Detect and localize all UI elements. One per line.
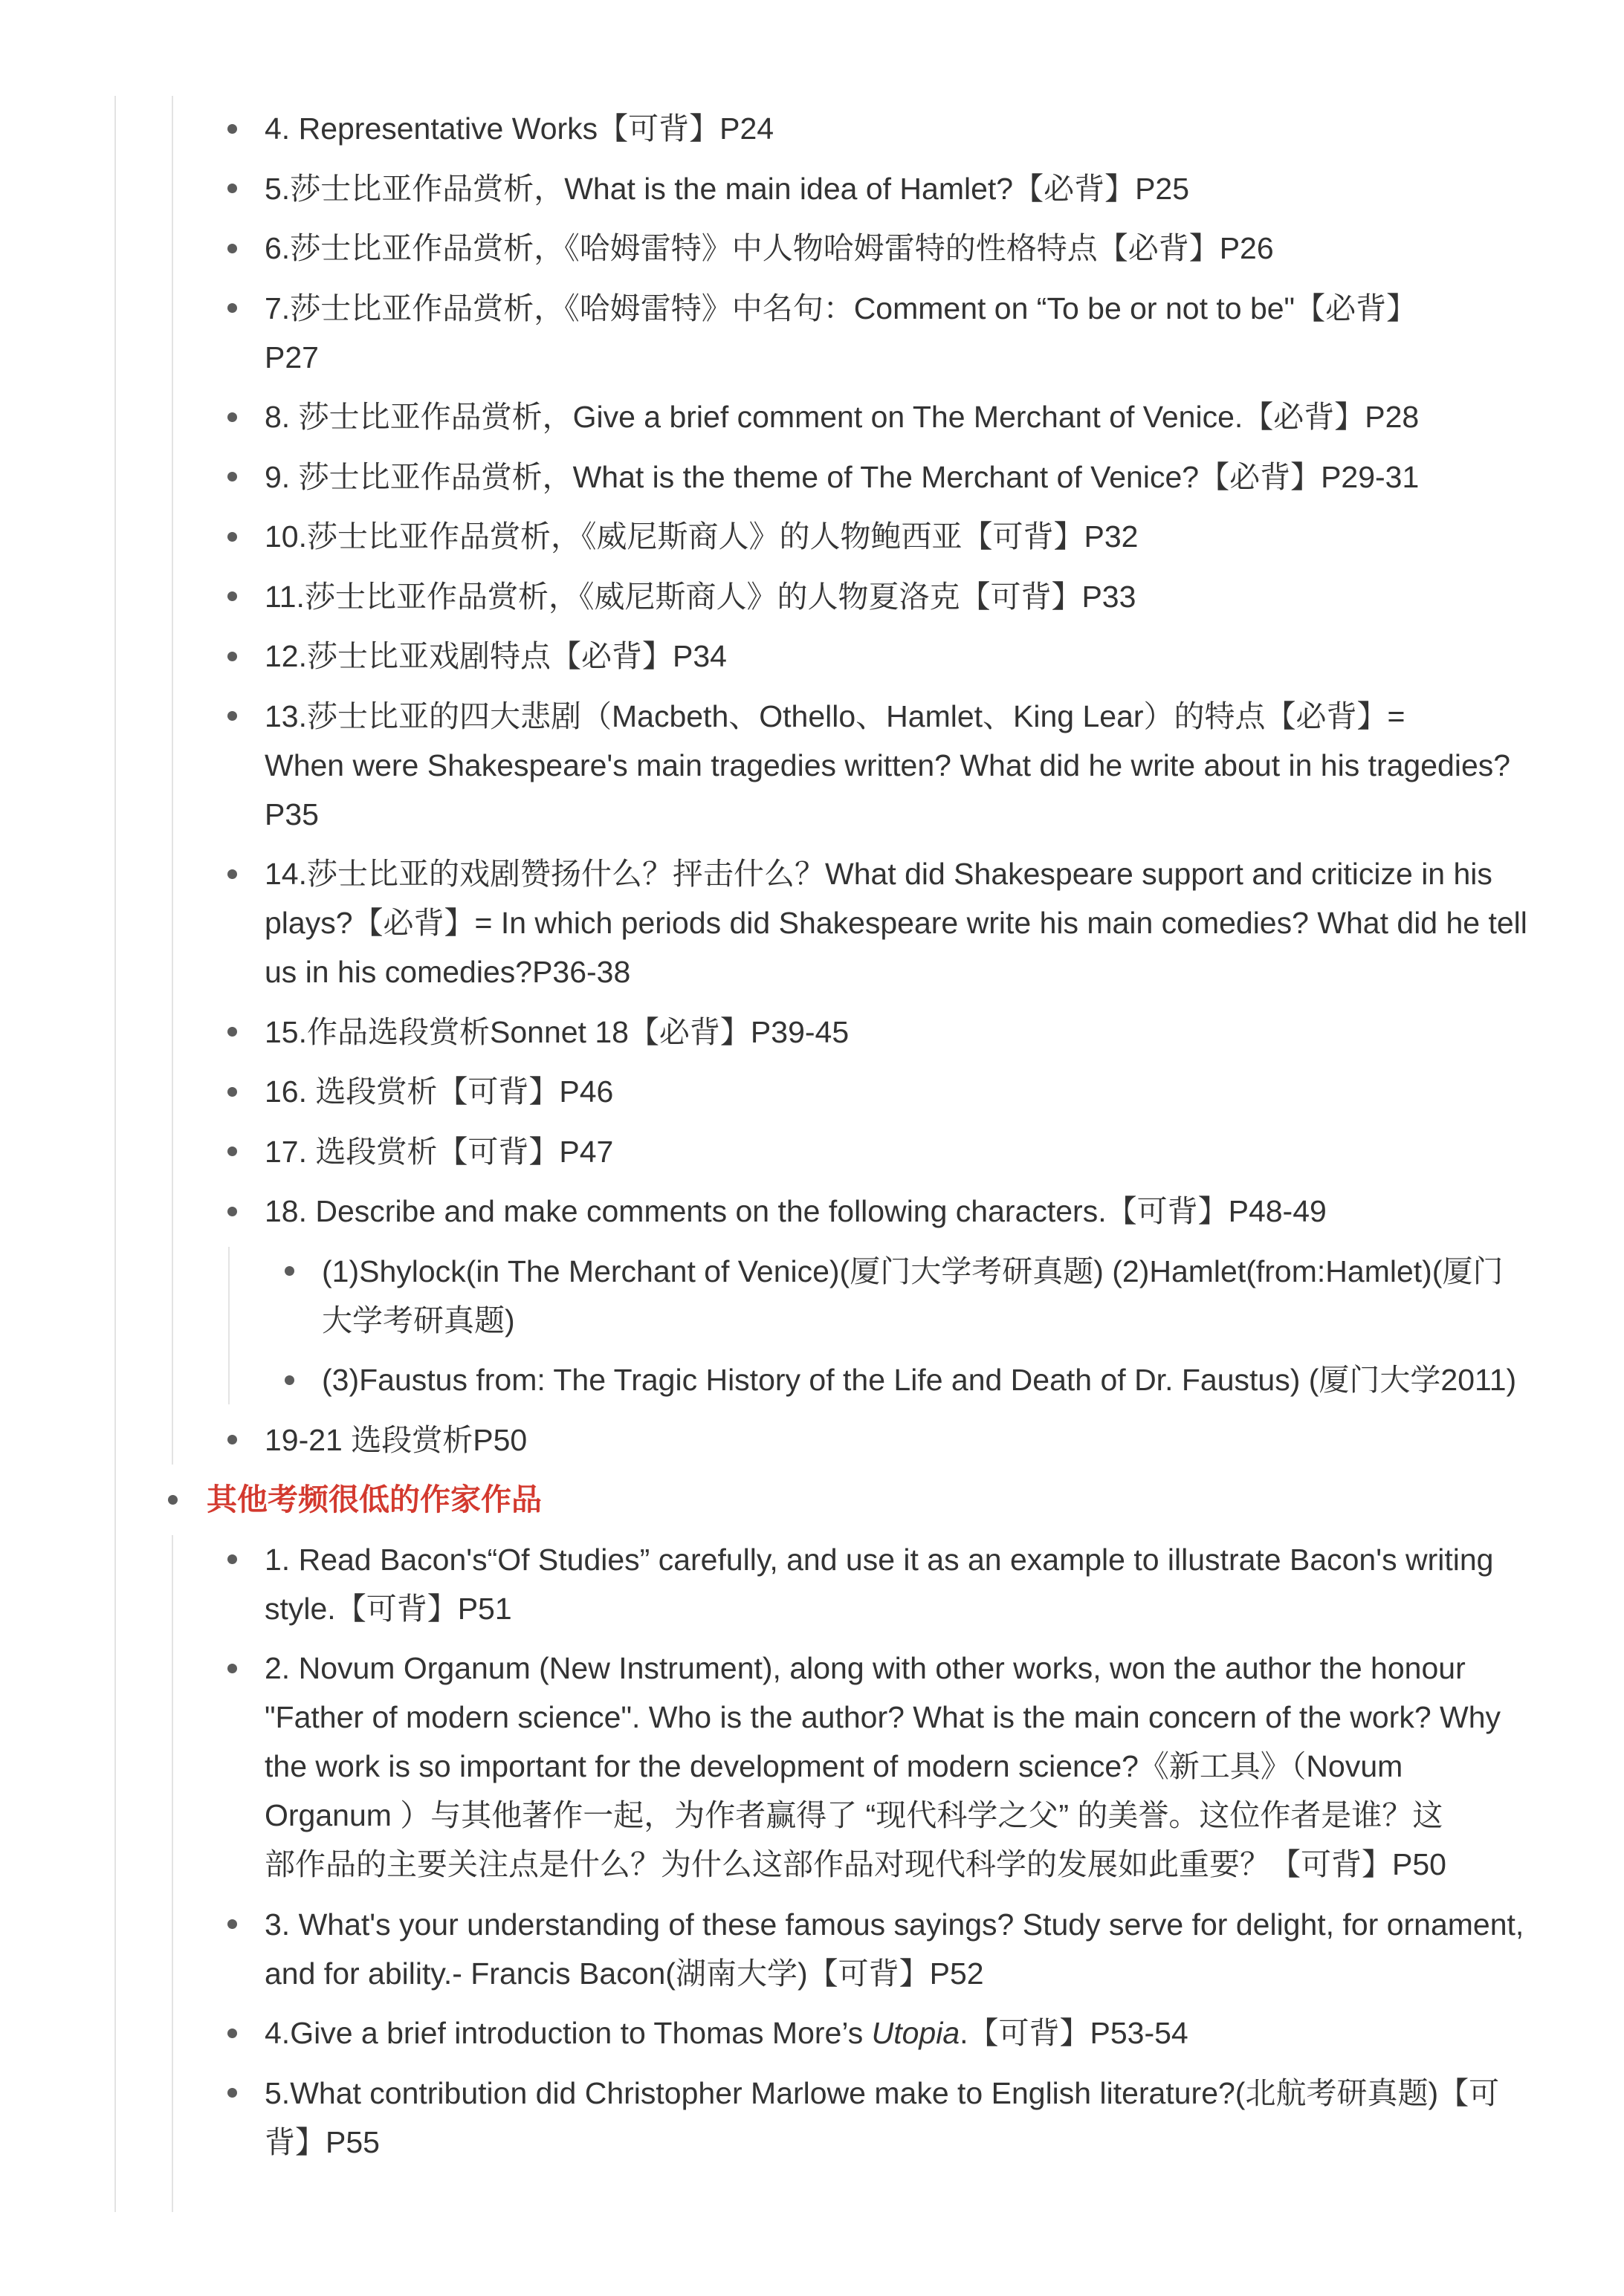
item-text: [265, 104, 1595, 153]
item-text: [265, 1187, 1595, 1236]
item-text-line: 10.莎士比亚作品赏析，《威尼斯商人》的人物鲍西亚【可背】P32: [265, 519, 1139, 554]
item-text-line: 4. Representative Works【可背】P24: [265, 111, 774, 146]
bullet-dot-icon: [227, 1087, 237, 1097]
outline-item-continued: [116, 96, 1601, 1465]
list-item: [173, 1535, 1601, 1633]
item-text-line: 大学考研真题): [322, 1303, 515, 1337]
list-item: [173, 849, 1601, 996]
bullet-dot-icon: [227, 532, 237, 542]
item-text-line: 13.莎士比亚的四大悲剧（Macbeth、Othello、Hamlet、King Lear）的特点【必背】=: [265, 698, 1405, 733]
item-text-line: 19-21 选段赏析P50: [265, 1422, 528, 1457]
item-text-line: [265, 2008, 1595, 2057]
item-text-line: us in his comedies?P36-38: [265, 955, 631, 989]
item-text: [322, 1355, 1596, 1404]
item-text-line: the work is so important for the development of modern science?《新工具》（Novum: [265, 1749, 1403, 1783]
list-item: [230, 1247, 1601, 1345]
list-item: [173, 284, 1601, 382]
bullet-dot-icon: [227, 1207, 237, 1216]
bullet-dot-icon: [285, 1266, 294, 1276]
list-item: [173, 1644, 1601, 1889]
bullet-dot-icon: [227, 1919, 237, 1929]
item-text: [265, 632, 1595, 681]
item-text: [265, 224, 1595, 273]
list-item: [173, 2008, 1601, 2057]
item-text: [265, 1415, 1595, 1465]
item-text: [265, 512, 1595, 561]
item-text: [265, 164, 1595, 213]
list-item: [173, 1067, 1601, 1116]
item-text-line: 5.莎士比亚作品赏析，What is the main idea of Hamlet?【必背】P25: [265, 171, 1190, 206]
bullet-dot-icon: [227, 591, 237, 601]
list-item: [230, 1355, 1601, 1404]
item-text-line: 背】P55: [265, 2124, 380, 2159]
list-item: [173, 572, 1601, 621]
shakespeare-question-list: [172, 96, 1601, 1465]
list-item: [173, 512, 1601, 561]
item-text: [265, 392, 1595, 441]
item-text: [265, 1008, 1595, 1057]
bullet-dot-icon: [227, 1027, 237, 1037]
item-text-line: 18. Describe and make comments on the following characters.【可背】P48-49: [265, 1194, 1327, 1228]
item-text-line: 9. 莎士比亚作品赏析，What is the theme of The Merchant of Venice?【必背】P29-31: [265, 459, 1420, 494]
item-text-line: 16. 选段赏析【可背】P46: [265, 1074, 614, 1109]
item-text: [265, 1067, 1595, 1116]
list-item: [173, 224, 1601, 273]
item-text-line: 11.莎士比亚作品赏析，《威尼斯商人》的人物夏洛克【可背】P33: [265, 579, 1136, 614]
bullet-dot-icon: [227, 1435, 237, 1444]
bullet-dot-icon: [227, 244, 237, 253]
section-other-authors: [116, 1475, 1601, 2212]
item-text: [207, 1475, 1596, 1524]
list-item: [173, 1187, 1601, 1404]
item-text-line: "Father of modern science". Who is the author? What is the main concern of the work? Why: [265, 1700, 1501, 1734]
list-item: [173, 453, 1601, 502]
item-text-line: 2. Novum Organum (New Instrument), along with other works, won the author the honour: [265, 1651, 1466, 1685]
item-text-segment: .【可背】P53-54: [960, 2016, 1188, 2050]
item-text-segment: 4.Give a brief introduction to Thomas More’s: [265, 2016, 872, 2050]
bullet-dot-icon: [285, 1375, 294, 1385]
bullet-dot-icon: [227, 652, 237, 661]
list-item: [173, 692, 1601, 839]
item-text-line: style.【可背】P51: [265, 1591, 512, 1626]
item-text-line: (1)Shylock(in The Merchant of Venice)(厦门大学考研真题) (2)Hamlet(from:Hamlet)(厦门: [322, 1254, 1504, 1288]
list-item: [173, 632, 1601, 681]
item-text-line: 12.莎士比亚戏剧特点【必背】P34: [265, 639, 727, 673]
bullet-dot-icon: [227, 184, 237, 193]
list-item: [173, 104, 1601, 153]
item-text: [265, 1644, 1595, 1889]
bullet-dot-icon: [227, 711, 237, 721]
item-text: [265, 572, 1595, 621]
item-text: [322, 1247, 1596, 1345]
list-item: [173, 392, 1601, 441]
bullet-dot-icon: [227, 1147, 237, 1156]
bullet-dot-icon: [227, 2088, 237, 2098]
item-text-line: Organum ）与其他著作一起，为作者赢得了 “现代科学之父” 的美誉。这位作者是谁？这: [265, 1798, 1443, 1832]
bullet-dot-icon: [227, 124, 237, 134]
outline-list: [114, 96, 1601, 2212]
item-text: [265, 1535, 1595, 1633]
item-text-line: 7.莎士比亚作品赏析，《哈姆雷特》中名句：Comment on “To be or not to be"【必背】: [265, 291, 1417, 325]
work-title-utopia: Utopia: [871, 2016, 960, 2050]
bullet-dot-icon: [227, 2029, 237, 2038]
item-text: [265, 284, 1595, 382]
list-item: [173, 1008, 1601, 1057]
item-text-line: 1. Read Bacon's“Of Studies” carefully, and use it as an example to illustrate Bacon's writing: [265, 1542, 1494, 1577]
section-heading: 其他考频很低的作家作品: [207, 1482, 542, 1517]
item-text-line: 14.莎士比亚的戏剧赞扬什么？抨击什么？What did Shakespeare support and criticize in his: [265, 857, 1492, 891]
bullet-dot-icon: [227, 1664, 237, 1673]
list-item: [173, 1127, 1601, 1176]
item-text-line: 3. What's your understanding of these famous sayings? Study serve for delight, for ornament,: [265, 1907, 1524, 1942]
bullet-dot-icon: [227, 303, 237, 313]
item-text-line: 17. 选段赏析【可背】P47: [265, 1134, 614, 1169]
item-text-line: 8. 莎士比亚作品赏析，Give a brief comment on The Merchant of Venice.【必背】P28: [265, 400, 1420, 434]
bullet-dot-icon: [227, 472, 237, 481]
item-text-line: 6.莎士比亚作品赏析，《哈姆雷特》中人物哈姆雷特的性格特点【必背】P26: [265, 231, 1274, 265]
item-text-line: When were Shakespeare's main tragedies written? What did he write about in his tragedies?: [265, 748, 1511, 782]
item-text: [265, 849, 1595, 996]
item-text-line: plays?【必背】= In which periods did Shakespeare write his main comedies? What did he tell: [265, 906, 1527, 940]
list-item: [173, 1415, 1601, 1465]
list-item: [173, 164, 1601, 213]
character-sub-list: [228, 1247, 1601, 1405]
bullet-dot-icon: [227, 1554, 237, 1564]
item-text-line: 15.作品选段赏析Sonnet 18【必背】P39-45: [265, 1014, 850, 1049]
item-text-line: P35: [265, 797, 319, 831]
item-text: [265, 453, 1595, 502]
item-text-line: 5.What contribution did Christopher Marlowe make to English literature?(北航考研真题)【可: [265, 2075, 1500, 2110]
bullet-dot-icon: [227, 869, 237, 879]
item-text-line: 部作品的主要关注点是什么？为什么这部作品对现代科学的发展如此重要？【可背】P50: [265, 1847, 1446, 1881]
other-authors-question-list: [172, 1535, 1601, 2212]
item-text: [265, 1127, 1595, 1176]
bullet-dot-icon: [227, 412, 237, 422]
item-text-line: and for ability.- Francis Bacon(湖南大学)【可背】P52: [265, 1956, 984, 1991]
item-text: [265, 2008, 1595, 2057]
list-item: [173, 1900, 1601, 1998]
bullet-dot-icon: [168, 1495, 178, 1505]
item-text-line: (3)Faustus from: The Tragic History of the Life and Death of Dr. Faustus) (厦门大学2011): [322, 1363, 1517, 1397]
item-text: [265, 692, 1595, 839]
item-text-line: P27: [265, 340, 319, 374]
item-text: [265, 2069, 1595, 2167]
item-text: [265, 1900, 1595, 1998]
list-item: [173, 2069, 1601, 2167]
